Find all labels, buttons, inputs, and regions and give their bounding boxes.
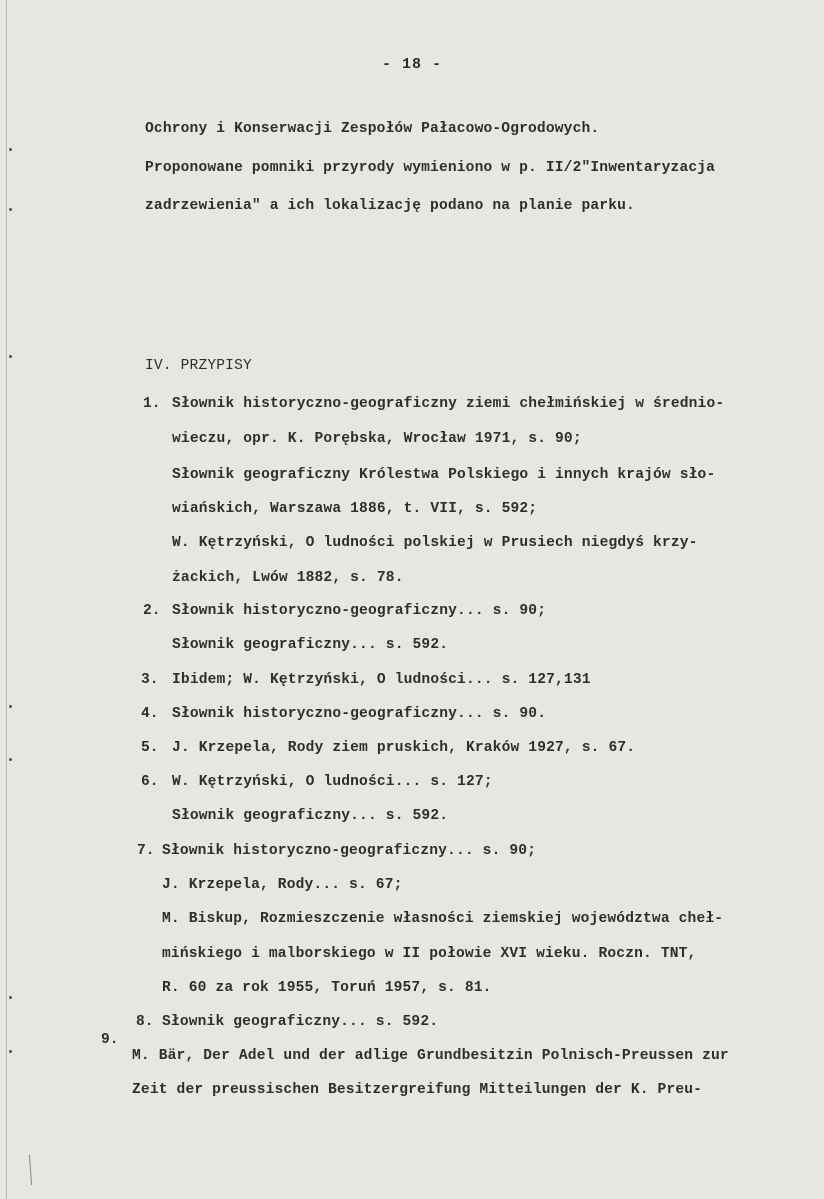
footnote-number: 4. (141, 706, 159, 722)
footnote-line: M. Bär, Der Adel und der adlige Grundbesitzin Polnisch-Preussen zur (132, 1048, 729, 1064)
footnote-line: Słownik geograficzny... s. 592. (172, 808, 449, 824)
margin-dot (9, 996, 12, 999)
footnote-line: wieczu, opr. K. Porębska, Wrocław 1971, s. 90; (172, 431, 582, 447)
footnote-line: Słownik historyczno-geograficzny ziemi chełmińskiej w średnio- (172, 396, 725, 412)
footnote-line: R. 60 za rok 1955, Toruń 1957, s. 81. (162, 980, 492, 996)
left-margin-line (6, 0, 7, 1199)
footnote-number: 6. (141, 774, 159, 790)
footnote-line: Słownik historyczno-geograficzny... s. 90; (172, 603, 547, 619)
footnote-line: Słownik geograficzny Królestwa Polskiego i innych krajów sło- (172, 467, 716, 483)
footnote-line: J. Krzepela, Rody ziem pruskich, Kraków 1927, s. 67. (172, 740, 636, 756)
footnote-line: żackich, Lwów 1882, s. 78. (172, 570, 404, 586)
footnote-line: Słownik geograficzny... s. 592. (172, 637, 449, 653)
footnote-line: Słownik historyczno-geograficzny... s. 90; (162, 843, 537, 859)
intro-line: Proponowane pomniki przyrody wymieniono w p. II/2"Inwentaryzacja (145, 160, 716, 176)
intro-line: Ochrony i Konserwacji Zespołów Pałacowo-Ogrodowych. (145, 121, 600, 137)
footnote-line: Słownik historyczno-geograficzny... s. 90. (172, 706, 547, 722)
footnote-number: 8. (136, 1014, 154, 1030)
footnote-line: Zeit der preussischen Besitzergreifung Mitteilungen der K. Preu- (132, 1082, 703, 1098)
footnote-line: J. Krzepela, Rody... s. 67; (162, 877, 403, 893)
footnote-line: wiańskich, Warszawa 1886, t. VII, s. 592; (172, 501, 538, 517)
footnote-number: 3. (141, 672, 159, 688)
footnote-line: W. Kętrzyński, O ludności polskiej w Prusiech niegdyś krzy- (172, 535, 698, 551)
margin-dot (9, 758, 12, 761)
footnote-line: W. Kętrzyński, O ludności... s. 127; (172, 774, 493, 790)
footnote-number: 1. (143, 396, 161, 412)
margin-dot (9, 1050, 12, 1053)
margin-dot (9, 208, 12, 211)
footnote-number: 2. (143, 603, 161, 619)
margin-dot (9, 148, 12, 151)
intro-line: zadrzewienia" a ich lokalizację podano na planie parku. (145, 198, 635, 214)
footnote-number: 5. (141, 740, 159, 756)
section-heading: IV. PRZYPISY (145, 358, 252, 374)
footnote-number: 7. (137, 843, 155, 859)
footnote-line: Ibidem; W. Kętrzyński, O ludności... s. 127,131 (172, 672, 591, 688)
footnote-line: Słownik geograficzny... s. 592. (162, 1014, 439, 1030)
page-number: - 18 - (381, 56, 442, 73)
footnote-number: 9. (101, 1032, 119, 1048)
pen-mark (29, 1155, 32, 1185)
margin-dot (9, 355, 12, 358)
footnote-line: M. Biskup, Rozmieszczenie własności ziemskiej województwa cheł- (162, 911, 724, 927)
margin-dot (9, 705, 12, 708)
footnote-line: mińskiego i malborskiego w II połowie XVI wieku. Roczn. TNT, (162, 946, 697, 962)
